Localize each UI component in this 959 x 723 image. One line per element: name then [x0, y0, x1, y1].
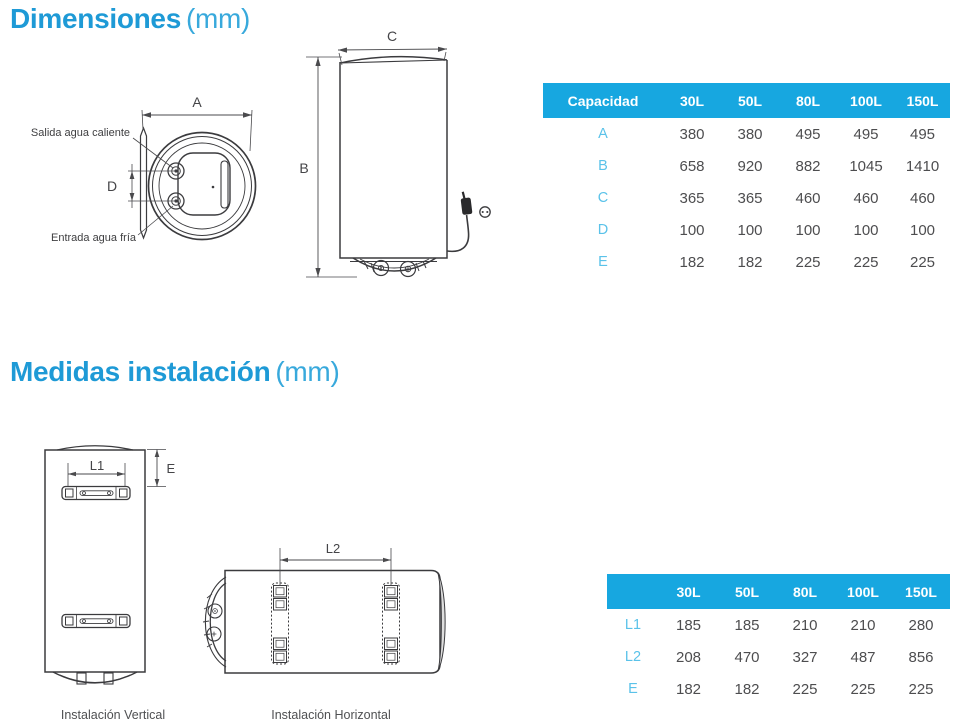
value-cell: 185	[675, 616, 702, 634]
table-row	[543, 246, 950, 278]
capacity-table	[543, 83, 950, 278]
section-title-unit: (mm)	[275, 356, 340, 387]
dim-e	[147, 450, 176, 487]
value-cell: 460	[795, 189, 821, 207]
value-cell: 225	[908, 680, 934, 698]
value-cell: 225	[909, 253, 936, 271]
col-header: 50L	[721, 83, 779, 118]
left-cap-fitting-1	[208, 604, 222, 618]
value-cell: 365	[737, 189, 763, 207]
value-cell: 658	[679, 157, 705, 175]
table-row	[607, 609, 950, 641]
value-cell: 100	[909, 221, 936, 239]
value-cell: 460	[909, 189, 936, 207]
dim-e-label: E	[166, 461, 176, 476]
dim-l2-label: L2	[325, 541, 341, 556]
value-cell: 182	[675, 680, 702, 698]
left-end-cap	[210, 583, 226, 661]
value-cell: 100	[737, 221, 763, 239]
dim-c	[338, 28, 447, 65]
row-label: B	[598, 158, 608, 174]
value-cell: 495	[853, 125, 879, 143]
heater-body	[340, 60, 447, 258]
value-cell: 882	[795, 157, 821, 175]
value-cell: 487	[850, 648, 876, 666]
horizontal-installation-diagram	[203, 541, 445, 722]
row-label: L1	[624, 617, 642, 633]
row-label: C	[597, 190, 609, 206]
dim-l2	[280, 541, 391, 586]
col-header: 30L	[659, 574, 718, 609]
table-row	[543, 150, 950, 182]
table-row	[543, 118, 950, 150]
col-header: 80L	[779, 83, 837, 118]
dim-l1	[68, 458, 125, 486]
value-cell: 208	[675, 648, 702, 666]
value-cell: 100	[795, 221, 821, 239]
table-row	[607, 673, 950, 705]
socket-icon	[480, 207, 490, 217]
col-header: 30L	[663, 83, 721, 118]
side-view-diagram	[299, 28, 490, 277]
cover-plate	[178, 153, 230, 215]
power-plug-icon	[460, 191, 473, 215]
power-cord	[447, 215, 469, 251]
row-label: E	[598, 254, 608, 270]
dimensions-diagram	[0, 0, 530, 310]
mounting-bracket	[62, 487, 130, 500]
section-title-text: Medidas instalación	[10, 356, 271, 387]
dim-a-label: A	[192, 94, 202, 110]
section-title-text: Dimensiones	[10, 3, 181, 34]
col-header: 100L	[834, 574, 892, 609]
tank-outline	[149, 133, 256, 240]
value-cell: 210	[792, 616, 818, 634]
value-cell: 1045	[849, 157, 883, 175]
dim-d-label: D	[106, 178, 118, 194]
col-header: 80L	[776, 574, 834, 609]
value-cell: 225	[853, 253, 879, 271]
dim-b-label: B	[299, 160, 309, 176]
value-cell: 280	[908, 616, 934, 634]
heater-body-horizontal	[225, 571, 440, 674]
col-header: 150L	[892, 574, 950, 609]
section-title-unit: (mm)	[185, 3, 251, 34]
dim-c-label: C	[386, 28, 398, 44]
dim-d	[107, 164, 176, 208]
heater-back-panel	[45, 450, 145, 672]
value-cell: 225	[792, 680, 818, 698]
vertical-installation-diagram	[45, 446, 176, 722]
col-header: 100L	[837, 83, 895, 118]
vertical-installation-caption: Instalación Vertical	[60, 708, 166, 722]
mounting-bracket-horizontal-right	[383, 583, 400, 664]
dim-b	[299, 57, 357, 277]
value-cell: 182	[734, 680, 760, 698]
value-cell: 920	[737, 157, 763, 175]
table-header-row	[607, 574, 950, 609]
installation-table	[607, 574, 950, 705]
col-header: Capacidad	[543, 83, 663, 118]
value-cell: 182	[737, 253, 763, 271]
bottom-view-diagram	[31, 94, 256, 244]
mounting-bracket-horizontal	[272, 583, 289, 664]
row-label: L2	[624, 649, 642, 665]
value-cell: 225	[795, 253, 821, 271]
value-cell: 470	[734, 648, 760, 666]
value-cell: 1410	[905, 157, 940, 175]
right-end-cap	[438, 573, 445, 671]
col-header: 50L	[718, 574, 776, 609]
cold-label-leader-line	[138, 206, 173, 235]
value-cell: 210	[850, 616, 876, 634]
table-row	[543, 182, 950, 214]
value-cell: 495	[909, 125, 936, 143]
value-cell: 182	[679, 253, 705, 271]
value-cell: 380	[679, 125, 705, 143]
value-cell: 365	[679, 189, 705, 207]
table-row	[543, 214, 950, 246]
value-cell: 460	[853, 189, 879, 207]
row-label: A	[598, 126, 608, 142]
value-cell: 185	[734, 616, 760, 634]
hot-water-label: Salida agua caliente	[30, 127, 130, 139]
value-cell: 495	[795, 125, 821, 143]
value-cell: 327	[792, 648, 818, 666]
cold-water-label: Entrada agua fría	[50, 232, 136, 244]
table-row	[607, 641, 950, 673]
dim-a	[142, 94, 252, 151]
value-cell: 380	[737, 125, 763, 143]
table-header-row	[543, 83, 950, 118]
horizontal-installation-caption: Instalación Horizontal	[271, 708, 391, 722]
col-header: 150L	[895, 83, 950, 118]
installation-diagram	[0, 415, 530, 723]
value-cell: 225	[850, 680, 876, 698]
dim-l1-label: L1	[89, 458, 105, 473]
value-cell: 856	[908, 648, 934, 666]
value-cell: 100	[679, 221, 705, 239]
row-label: E	[628, 681, 638, 697]
col-header-empty	[607, 574, 659, 609]
section-title-medidas	[10, 356, 339, 388]
value-cell: 100	[853, 221, 879, 239]
row-label: D	[597, 222, 609, 238]
mounting-bracket-lower	[62, 615, 130, 628]
